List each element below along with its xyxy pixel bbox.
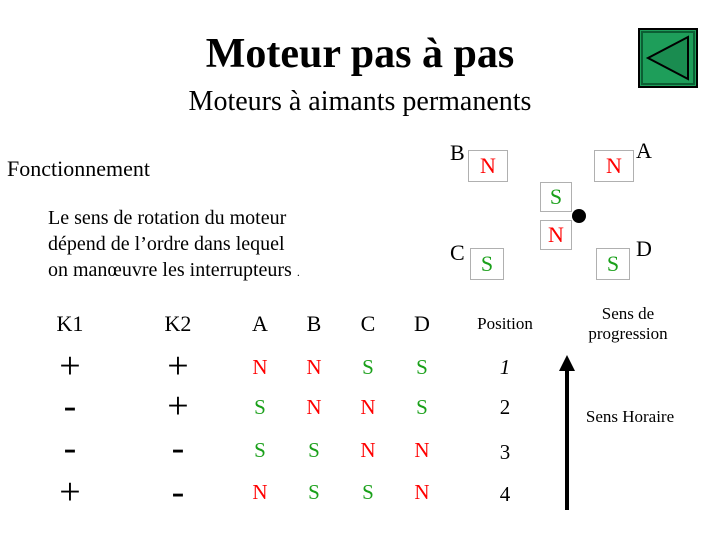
- header-position: Position: [477, 314, 533, 333]
- row-c: N: [360, 395, 376, 419]
- coil-c-pole: S: [470, 248, 504, 280]
- row-b: S: [308, 480, 320, 504]
- row-k1: +: [59, 471, 81, 513]
- row-b: N: [306, 355, 322, 379]
- row-k1: -: [63, 427, 77, 469]
- row-k1: -: [63, 385, 77, 427]
- row-k2: +: [167, 345, 189, 387]
- row-c: S: [362, 355, 374, 379]
- header-d: D: [414, 311, 430, 336]
- direction-label: Sens Horaire: [585, 407, 675, 426]
- rotor-axis-icon: [570, 207, 588, 225]
- description: [48, 205, 300, 285]
- back-triangle-icon: [638, 28, 698, 88]
- row-k2: -: [171, 427, 185, 469]
- header-b: B: [306, 311, 322, 336]
- row-a: N: [252, 355, 268, 379]
- slide-subtitle: Moteurs à aimants permanents: [188, 86, 532, 117]
- rotor-top-pole: S: [540, 182, 572, 212]
- row-a: S: [254, 438, 266, 462]
- row-d: N: [414, 480, 430, 504]
- arrow-up-icon: [558, 355, 576, 510]
- row-position: 4: [499, 482, 511, 506]
- row-a: S: [254, 395, 266, 419]
- row-d: S: [416, 355, 428, 379]
- row-b: N: [306, 395, 322, 419]
- description-line: dépend de l’ordre dans lequel: [48, 233, 285, 255]
- row-d: S: [416, 395, 428, 419]
- row-c: N: [360, 438, 376, 462]
- coil-d-label: D: [636, 236, 652, 261]
- section-heading: Fonctionnement: [7, 156, 150, 181]
- row-position: 2: [499, 395, 511, 419]
- row-d: N: [414, 438, 430, 462]
- side-header: Sens de progression: [588, 304, 668, 343]
- coil-d-pole: S: [596, 248, 630, 280]
- description-line: Le sens de rotation du moteur: [48, 207, 287, 229]
- header-k2: K2: [164, 311, 192, 336]
- row-k2: +: [167, 385, 189, 427]
- header-c: C: [360, 311, 376, 336]
- coil-b-label: B: [450, 140, 465, 165]
- row-b: S: [308, 438, 320, 462]
- row-c: S: [362, 480, 374, 504]
- row-k2: -: [171, 471, 185, 513]
- row-a: N: [252, 480, 268, 504]
- back-button[interactable]: [638, 28, 698, 88]
- row-k1: +: [59, 345, 81, 387]
- description-line: on manœuvre les interrupteurs .: [48, 259, 300, 281]
- coil-b-pole: N: [468, 150, 508, 182]
- row-position: 1: [499, 355, 511, 379]
- header-a: A: [252, 311, 268, 336]
- coil-c-label: C: [450, 240, 465, 265]
- header-k1: K1: [56, 311, 84, 336]
- coil-a-pole: N: [594, 150, 634, 182]
- slide-title: Moteur pas à pas: [205, 31, 515, 77]
- coil-a-label: A: [636, 138, 652, 163]
- row-position: 3: [499, 440, 511, 464]
- rotor-bottom-pole: N: [540, 220, 572, 250]
